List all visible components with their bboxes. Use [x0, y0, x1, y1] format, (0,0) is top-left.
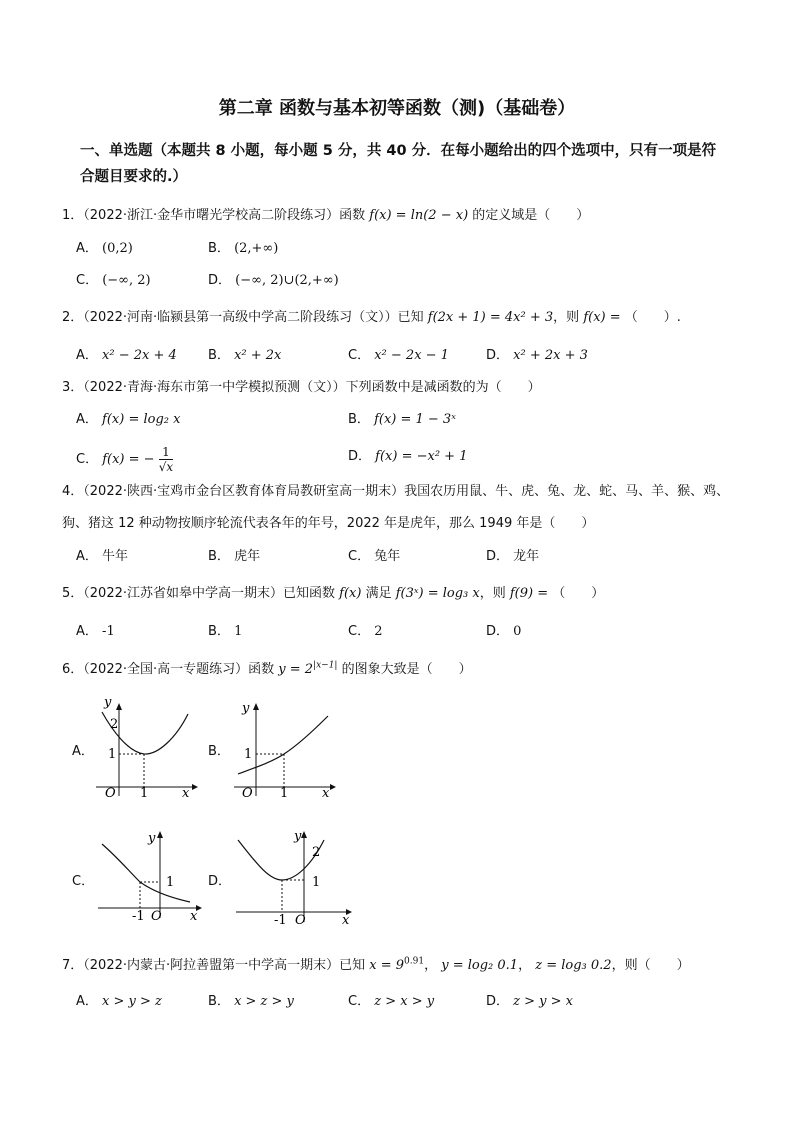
option-a[interactable]	[76, 620, 115, 639]
y-label: y	[104, 698, 112, 710]
question-mid: ，	[424, 958, 438, 973]
question-stem: 2．（2022·河南·临颍县第一高级中学高二阶段练习（文））已知	[62, 310, 424, 325]
option-b[interactable]	[348, 408, 456, 427]
y-axis-arrow	[116, 703, 122, 710]
option-a[interactable]	[76, 408, 180, 427]
origin-label: O	[295, 913, 306, 926]
question-stem: 4．（2022·陕西·宝鸡市金台区教育体育局教研室高一期末）我国农历用鼠、牛、虎、兔、龙、蛇、马、羊、猴、鸡、狗、猪这 12 种动物按顺序轮流代表各年的年号，2022 年是虎年，那么 1949 年是（ ）	[62, 484, 730, 531]
option-label: C．	[348, 994, 371, 1009]
option-text: f(x) = −x² + 1	[375, 449, 468, 464]
graph-c[interactable]	[94, 826, 206, 926]
question-tail: 的定义域是（ ）	[472, 208, 590, 223]
option-text: (2,+∞)	[234, 241, 279, 256]
option-text: x > y > z	[102, 994, 162, 1009]
option-b[interactable]	[208, 990, 294, 1009]
option-text: x² − 2x − 1	[374, 348, 449, 363]
graph-b[interactable]	[230, 698, 338, 802]
fraction	[159, 445, 173, 474]
option-label: C．	[76, 273, 99, 288]
option-label: C．	[76, 452, 99, 467]
option-d[interactable]: D．	[208, 874, 232, 889]
option-a[interactable]	[76, 990, 162, 1009]
option-c[interactable]	[348, 545, 400, 564]
question-tail: 的图象大致是（ ）	[341, 662, 472, 677]
option-text: x² + 2x	[234, 348, 282, 363]
option-label: B．	[348, 412, 370, 427]
option-label: D．	[486, 624, 510, 639]
question-7	[62, 954, 690, 973]
section-heading: 一、单选题（本题共 8 小题，每小题 5 分，共 40 分．在每小题给出的四个选项中，只有一项是符合题目要求的.）	[80, 143, 717, 185]
question-2	[62, 306, 681, 325]
formula: f(2x + 1) = 4x² + 3	[427, 310, 554, 325]
x-label: x	[190, 909, 198, 924]
question-tail: （ ）	[552, 586, 605, 601]
question-mid: ，则	[479, 586, 506, 601]
option-label: A．	[76, 624, 98, 639]
option-b[interactable]	[208, 344, 281, 363]
formula: f(9) =	[509, 586, 549, 601]
tick-1: 1	[280, 786, 289, 801]
tick-1: 1	[108, 747, 117, 762]
fraction-numerator: 1	[159, 445, 173, 460]
question-tail: （ ）.	[624, 310, 681, 325]
option-label: C．	[348, 348, 371, 363]
option-text: (0,2)	[102, 241, 133, 256]
fraction-denominator: √x	[158, 460, 174, 474]
option-label: B．	[208, 549, 230, 564]
x-label: x	[182, 786, 190, 801]
option-text: 0	[513, 624, 522, 639]
curve	[238, 716, 328, 774]
tick-1: 1	[312, 875, 321, 890]
origin-label: O	[151, 909, 162, 924]
formula-exponent: |x−1|	[313, 660, 338, 671]
option-text: 牛年	[102, 549, 129, 564]
option-text: 2	[374, 624, 383, 639]
question-stem: 3．（2022·青海·海东市第一中学模拟预测（文））下列函数中是减函数的为（ ）	[62, 380, 541, 395]
option-text: x² − 2x + 4	[102, 348, 177, 363]
option-c[interactable]	[348, 344, 449, 363]
question-stem: 7．（2022·内蒙古·阿拉善盟第一中学高一期末）已知	[62, 958, 366, 973]
option-label: A．	[76, 241, 98, 256]
option-label: D．	[486, 549, 510, 564]
option-c[interactable]	[76, 269, 151, 288]
option-text: 1	[234, 624, 243, 639]
tick-1: 1	[166, 875, 175, 890]
option-c[interactable]	[76, 445, 173, 474]
question-4	[62, 476, 742, 540]
option-b[interactable]	[208, 237, 278, 256]
formula: z = log₃ 0.2	[535, 958, 612, 973]
option-text: z > y > x	[513, 994, 573, 1009]
option-label: B．	[208, 994, 230, 1009]
option-label: B．	[208, 624, 230, 639]
y-label: y	[148, 831, 156, 846]
y-axis-arrow	[157, 831, 163, 838]
question-5	[62, 582, 604, 601]
formula-exponent: 0.91	[404, 956, 425, 967]
option-d[interactable]	[486, 620, 521, 639]
x-label: x	[342, 913, 350, 926]
formula: f(x)	[339, 586, 362, 601]
question-stem: 5．（2022·江苏省如皋中学高一期末）已知函数	[62, 586, 335, 601]
option-d[interactable]	[486, 990, 573, 1009]
question-mid: 满足	[365, 586, 392, 601]
tick-2: 2	[312, 845, 321, 860]
option-d[interactable]	[486, 545, 539, 564]
option-label: A．	[76, 994, 98, 1009]
option-text: f(x) = −	[102, 452, 155, 467]
option-c[interactable]: C．	[72, 874, 95, 889]
formula: y = 2	[278, 662, 314, 677]
option-label: C．	[348, 624, 371, 639]
option-text: 龙年	[513, 549, 540, 564]
option-text: f(x) = 1 − 3ˣ	[374, 412, 456, 427]
option-label: D．	[486, 994, 510, 1009]
option-text: (−∞, 2)	[102, 273, 151, 288]
option-text: x > z > y	[234, 994, 294, 1009]
question-stem: 1．（2022·浙江·金华市曙光学校高二阶段练习）函数	[62, 208, 366, 223]
tick-1: 1	[244, 747, 253, 762]
question-stem: 6．（2022·全国·高一专题练习）函数	[62, 662, 275, 677]
tick-1: 1	[140, 786, 149, 801]
formula: y = log₂ 0.1	[441, 958, 519, 973]
option-text: z > x > y	[374, 994, 435, 1009]
tick-neg1: -1	[274, 913, 287, 926]
question-1	[62, 204, 589, 223]
option-a[interactable]	[76, 237, 133, 256]
formula: x = 9	[369, 958, 405, 973]
option-label: D．	[348, 449, 372, 464]
tick-2: 2	[110, 717, 119, 732]
option-label: D．	[208, 273, 232, 288]
option-label: D．	[486, 348, 510, 363]
origin-label: O	[242, 786, 253, 801]
y-axis-arrow	[253, 703, 259, 710]
option-a[interactable]	[76, 545, 128, 564]
y-label: y	[242, 701, 250, 716]
option-b[interactable]	[208, 545, 260, 564]
question-mid: ，	[518, 958, 532, 973]
x-axis-arrow	[330, 784, 336, 790]
page-title: 第二章 函数与基本初等函数（测)（基础卷）	[218, 98, 576, 119]
tick-neg1: -1	[132, 909, 145, 924]
question-6	[62, 658, 472, 677]
option-c[interactable]	[348, 620, 383, 639]
option-d[interactable]	[208, 269, 339, 288]
option-label: A．	[76, 412, 98, 427]
formula: f(x) = ln(2 − x)	[369, 208, 469, 223]
formula: f(x) =	[583, 310, 621, 325]
question-3	[62, 376, 541, 395]
option-label: B．	[208, 348, 230, 363]
option-label: A．	[76, 348, 98, 363]
x-label: x	[322, 786, 330, 801]
option-text: f(x) = log₂ x	[102, 412, 181, 427]
origin-label: O	[105, 786, 116, 801]
graph-d[interactable]	[232, 826, 356, 926]
option-b[interactable]	[208, 620, 242, 639]
y-label: y	[294, 829, 302, 844]
graph-a[interactable]	[92, 698, 200, 802]
x-axis-arrow	[192, 784, 198, 790]
option-text: x² + 2x + 3	[513, 348, 588, 363]
option-d[interactable]	[348, 445, 467, 464]
option-label: C．	[348, 549, 371, 564]
formula: f(3ˣ) = log₃ x	[395, 586, 480, 601]
option-text: -1	[102, 624, 115, 639]
option-text: (−∞, 2)∪(2,+∞)	[235, 273, 339, 288]
option-label: B．	[208, 241, 230, 256]
option-c[interactable]	[348, 990, 434, 1009]
question-mid: ，则	[553, 310, 580, 325]
option-d[interactable]	[486, 344, 588, 363]
option-a[interactable]	[76, 344, 177, 363]
y-axis-arrow	[301, 831, 307, 838]
curve	[102, 844, 190, 902]
option-label: A．	[76, 549, 98, 564]
option-a[interactable]: A．	[72, 744, 94, 759]
option-b[interactable]: B．	[208, 744, 230, 759]
option-text: 虎年	[234, 549, 261, 564]
question-tail: ，则（ ）	[611, 958, 690, 973]
option-text: 兔年	[374, 549, 401, 564]
